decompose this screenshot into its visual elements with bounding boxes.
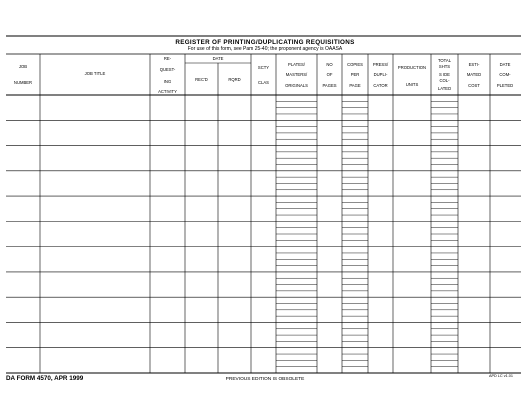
form-subtitle: For use of this form, see Pam 25-40; the proponent agency is OAASA	[187, 46, 343, 52]
header-press-1: PRESS/	[372, 62, 389, 67]
edition-note: PREVIOUS EDITION IS OBSOLETE	[225, 377, 305, 382]
form-number: DA FORM 4570, APR 1999	[6, 375, 84, 382]
header-completed-3: PLETED	[496, 83, 514, 88]
header-cost-2: MATED	[466, 72, 482, 77]
header-requesting-1: RE-	[163, 56, 172, 61]
header-security-1: SCTY	[257, 65, 270, 70]
header-cost-1: ESTI-	[468, 62, 480, 67]
header-plates-3: ORIGINALS	[285, 83, 308, 88]
header-job-number: NUMBER	[13, 80, 33, 85]
header-press-2: DUPLI-	[373, 72, 388, 77]
header-production-2: UNITS	[405, 82, 419, 87]
header-date-recd: REC'D	[195, 77, 208, 82]
header-pages-2: OF	[326, 72, 333, 77]
header-copies-3: PAGE	[349, 83, 361, 88]
header-date-rqrd: RQRD	[228, 77, 241, 82]
header-plates-1: PLATES/	[288, 62, 305, 67]
header-total-2: SHTS	[438, 64, 451, 69]
header-total-4: COL-	[439, 78, 450, 83]
header-cost-3: COST	[468, 83, 480, 88]
header-total-1: TOTAL	[437, 58, 452, 63]
header-date: DATE	[212, 56, 224, 61]
header-requesting-4: ACTIVITY	[158, 89, 177, 94]
header-job: JOB	[18, 64, 28, 69]
header-press-3: CATOR	[373, 83, 388, 88]
header-total-3: S IDE	[439, 72, 450, 77]
header-production-1: PRODUCTION	[397, 65, 427, 70]
header-pages-3: PAGES	[322, 83, 337, 88]
header-requesting-2: QUEST-	[159, 67, 176, 72]
form-code: APD LC v1.01	[488, 374, 513, 378]
header-requesting-3: ING	[163, 79, 172, 84]
header-completed-2: COM-	[499, 72, 511, 77]
header-copies-2: PER	[350, 72, 360, 77]
form-title: REGISTER OF PRINTING/DUPLICATING REQUISITIONS	[175, 39, 355, 46]
header-security-2: CLAS	[258, 80, 269, 85]
header-job-title: JOB TITLE	[84, 71, 106, 76]
header-completed-1: DATE	[499, 62, 511, 67]
header-pages-1: NO	[326, 62, 333, 67]
header-plates-2: MASTERS/	[285, 72, 308, 77]
header-total-5: LATED	[437, 86, 452, 91]
header-copies-1: COPIES	[347, 62, 363, 67]
